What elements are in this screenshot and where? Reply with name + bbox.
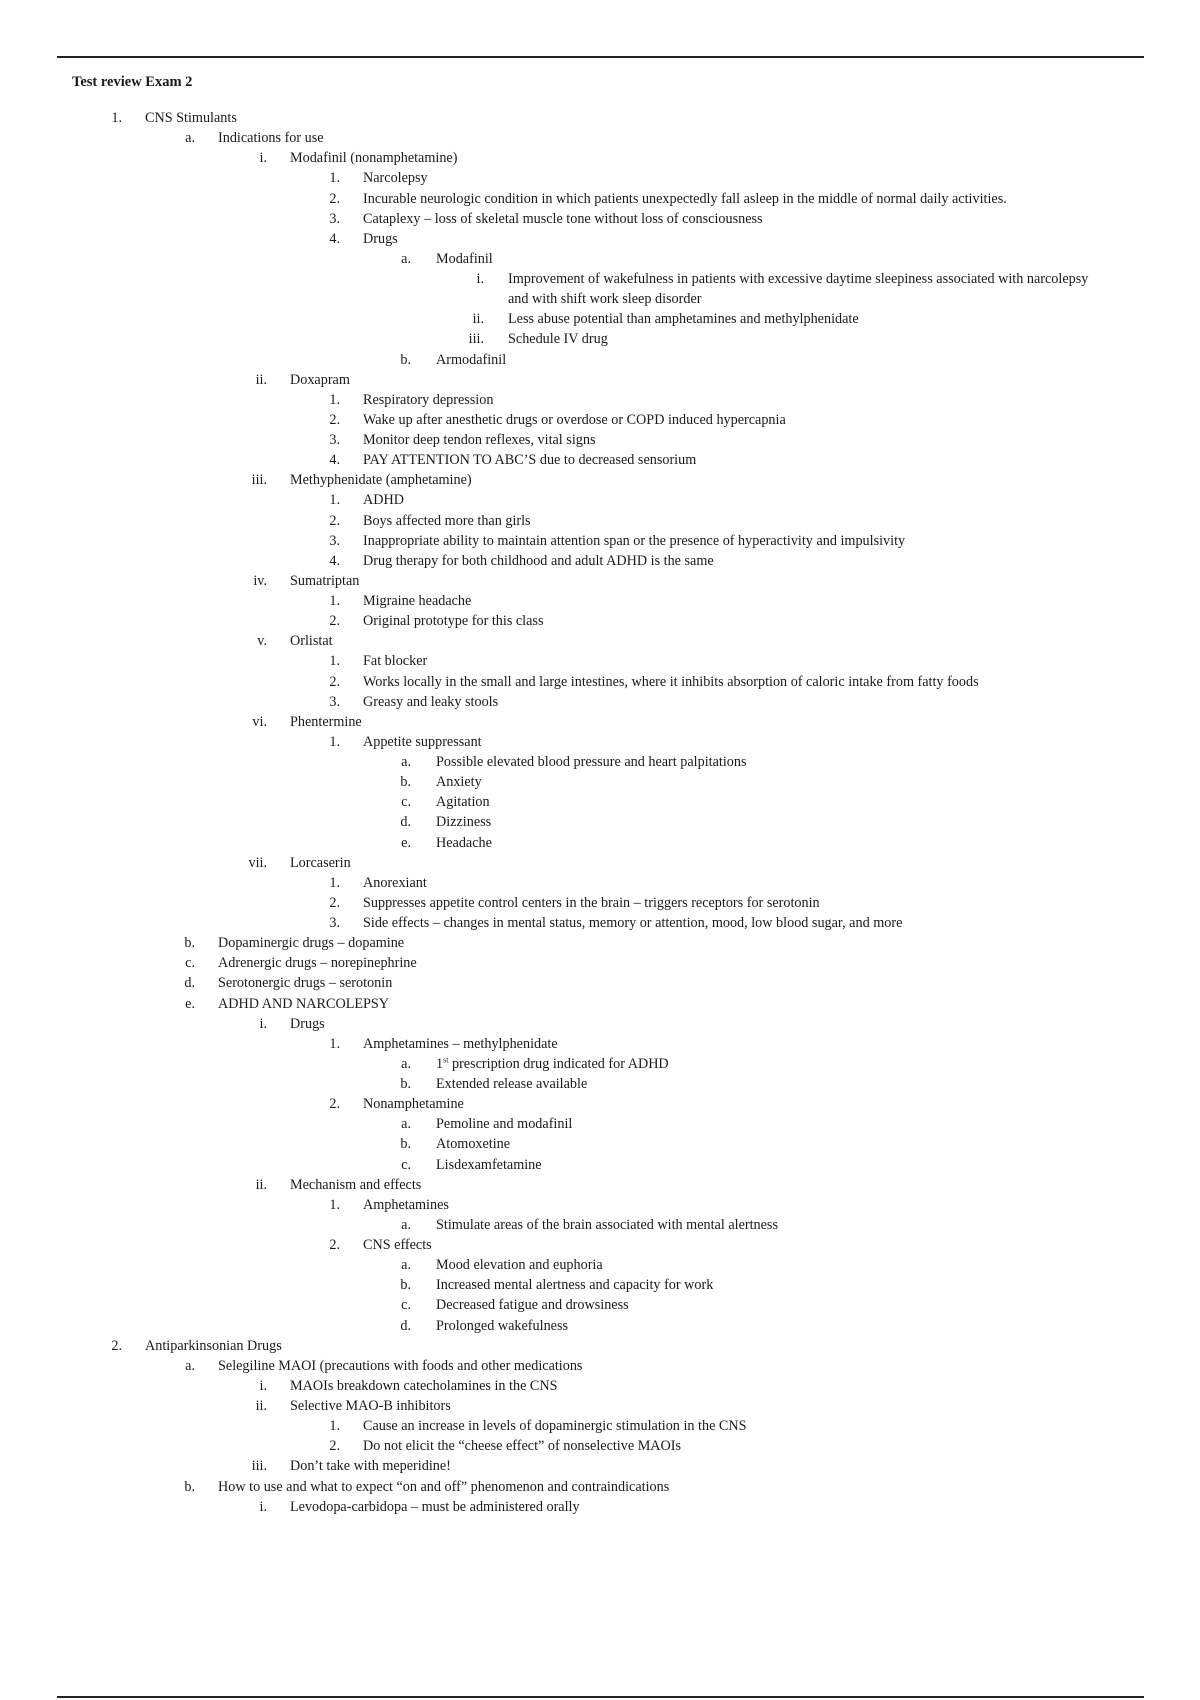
ordinal-suffix: st xyxy=(443,1055,449,1065)
outline-item-text: 1st prescription drug indicated for ADHD xyxy=(436,1055,669,1072)
outline-item xyxy=(0,1396,1200,1416)
outline-item-marker: a. xyxy=(185,1357,195,1374)
outline-item-marker: a. xyxy=(401,1257,411,1274)
outline-item-text: Dopaminergic drugs – dopamine xyxy=(218,935,405,952)
outline-item-text: Mechanism and effects xyxy=(290,1176,422,1193)
outline-item-text: Cause an increase in levels of dopaminergic stimulation in the CNS xyxy=(363,1418,747,1435)
outline-item-text: Antiparkinsonian Drugs xyxy=(145,1337,282,1354)
outline-item-text: MAOIs breakdown catecholamines in the CNS xyxy=(290,1377,558,1394)
outline-item-text: Atomoxetine xyxy=(436,1136,511,1153)
outline-item-marker: i. xyxy=(259,1377,267,1394)
outline-item-text: Methyphenidate (amphetamine) xyxy=(290,472,472,489)
outline-item-text: ADHD AND NARCOLEPSY xyxy=(218,995,390,1012)
outline-item-text: CNS Stimulants xyxy=(145,110,237,126)
outline-item-marker: ii. xyxy=(472,311,484,328)
outline-item-marker: b. xyxy=(184,935,195,952)
outline-item xyxy=(0,1316,1200,1336)
outline-item-text: Modafinil xyxy=(436,250,493,267)
outline-item xyxy=(0,350,1200,370)
outline-item-marker: 2. xyxy=(329,673,340,690)
outline-item xyxy=(0,611,1200,631)
outline-item-text: Side effects – changes in mental status, memory or attention, mood, low blood sugar, and more xyxy=(363,915,903,931)
outline-item-text: Drugs xyxy=(290,1015,325,1032)
outline-item xyxy=(0,913,1200,933)
outline-item-text: Amphetamines xyxy=(363,1196,449,1213)
outline-item-marker: d. xyxy=(400,1317,411,1334)
outline-item xyxy=(0,1054,1200,1074)
outline-item-text: Adrenergic drugs – norepinephrine xyxy=(218,955,417,972)
outline-item xyxy=(0,1255,1200,1275)
outline-item-marker: 2. xyxy=(329,1096,340,1113)
outline-item xyxy=(0,1034,1200,1054)
outline-item xyxy=(0,812,1200,832)
outline-item xyxy=(0,672,1200,692)
outline-item-marker: 1. xyxy=(329,874,340,891)
outline-item xyxy=(0,470,1200,490)
outline-item-text: Headache xyxy=(436,834,492,851)
outline-item-marker: c. xyxy=(401,1297,411,1314)
outline-item-text: Drug therapy for both childhood and adult ADHD is the same xyxy=(363,552,714,569)
outline-item xyxy=(0,1014,1200,1034)
outline-item-text: Serotonergic drugs – serotonin xyxy=(218,975,393,992)
outline-item-marker: 1. xyxy=(111,110,122,126)
outline-item xyxy=(0,933,1200,953)
outline-item-marker: e. xyxy=(185,995,195,1012)
outline-item-marker: 3. xyxy=(329,532,340,549)
outline-item-text: Mood elevation and euphoria xyxy=(436,1257,603,1274)
outline-item-marker: b. xyxy=(400,351,411,368)
outline-item xyxy=(0,1295,1200,1315)
outline-item-text: Narcolepsy xyxy=(363,170,428,187)
outline-item-marker: iv. xyxy=(253,572,267,589)
outline-item-text: How to use and what to expect “on and off” phenomenon and contraindications xyxy=(218,1478,670,1495)
outline-item-marker: iii. xyxy=(251,1458,267,1475)
outline-item xyxy=(0,1074,1200,1094)
outline-item-marker: b. xyxy=(184,1478,195,1495)
outline-item-marker: 1. xyxy=(329,593,340,609)
outline-item-text: Modafinil (nonamphetamine) xyxy=(290,150,458,167)
outline-item-text: Original prototype for this class xyxy=(363,613,544,630)
outline-item-text: CNS effects xyxy=(363,1237,432,1253)
outline-item-marker: a. xyxy=(401,1055,411,1072)
page-top-rule xyxy=(57,56,1144,58)
outline-item-marker: v. xyxy=(257,633,267,650)
outline-item-marker: 1. xyxy=(329,653,340,670)
outline-item xyxy=(0,732,1200,752)
outline-item xyxy=(0,1195,1200,1215)
outline-item-marker: a. xyxy=(401,250,411,267)
outline-item-text: Migraine headache xyxy=(363,593,472,609)
outline-item xyxy=(0,591,1200,611)
document-title: Test review Exam 2 xyxy=(72,74,193,90)
outline-item-marker: 1. xyxy=(329,1035,340,1052)
outline-item xyxy=(0,853,1200,873)
outline-item xyxy=(0,571,1200,591)
outline-item-marker: 3. xyxy=(329,432,340,448)
outline-item-text: Suppresses appetite control centers in the brain – triggers receptors for serotonin xyxy=(363,894,820,911)
outline-item-text: Works locally in the small and large intestines, where it inhibits absorption of caloric intake from fatty foods xyxy=(363,673,979,690)
outline-item-text: Pemoline and modafinil xyxy=(436,1116,573,1133)
outline-item-text: Wake up after anesthetic drugs or overdose or COPD induced hypercapnia xyxy=(363,411,786,428)
outline-item xyxy=(0,1175,1200,1195)
outline-item-marker: a. xyxy=(401,1216,411,1233)
page-bottom-rule xyxy=(57,1696,1144,1698)
outline-item-marker: e. xyxy=(401,834,411,851)
outline-item-marker: d. xyxy=(184,975,195,992)
outline-item xyxy=(0,833,1200,853)
outline-item-text: Possible elevated blood pressure and heart palpitations xyxy=(436,754,747,770)
outline-item-text: Amphetamines – methylphenidate xyxy=(363,1035,558,1052)
outline-item-marker: b. xyxy=(400,774,411,791)
outline-item-marker: a. xyxy=(401,1116,411,1133)
outline-item-text: Indications for use xyxy=(218,130,324,147)
outline-item xyxy=(0,1275,1200,1295)
outline-item-text: Stimulate areas of the brain associated with mental alertness xyxy=(436,1216,778,1233)
outline-item xyxy=(0,692,1200,712)
outline-item xyxy=(0,189,1200,209)
outline-item-text: Respiratory depression xyxy=(363,391,494,408)
outline-item xyxy=(0,1235,1200,1255)
outline-item-text: Selective MAO-B inhibitors xyxy=(290,1398,451,1414)
outline-item-text: Increased mental alertness and capacity for work xyxy=(436,1277,714,1294)
outline-item-marker: 4. xyxy=(329,452,340,469)
outline-item-text: Cataplexy – loss of skeletal muscle tone without loss of consciousness xyxy=(363,210,763,227)
outline-item-text: Do not elicit the “cheese effect” of nonselective MAOIs xyxy=(363,1438,682,1455)
outline-item-marker: a. xyxy=(401,754,411,770)
outline-item-marker: vi. xyxy=(252,713,267,730)
outline-item xyxy=(0,1477,1200,1497)
outline-item xyxy=(0,229,1200,249)
outline-item-marker: 1. xyxy=(329,1418,340,1435)
outline-item-text: Decreased fatigue and drowsiness xyxy=(436,1297,629,1314)
outline-item-text: Drugs xyxy=(363,230,398,247)
outline-item xyxy=(0,309,1200,329)
outline-item-text: Levodopa-carbidopa – must be administered orally xyxy=(290,1498,580,1515)
outline-item-marker: c. xyxy=(185,955,195,972)
outline-item-text: Monitor deep tendon reflexes, vital signs xyxy=(363,432,596,448)
outline-item-marker: 2. xyxy=(329,613,340,630)
outline-item-marker: i. xyxy=(259,1015,267,1032)
outline-item xyxy=(0,712,1200,732)
outline-item-marker: iii. xyxy=(468,331,484,348)
outline-item-marker: i. xyxy=(259,1498,267,1515)
outline-item-marker: b. xyxy=(400,1277,411,1294)
outline-item xyxy=(0,1356,1200,1376)
outline-item-marker: 2. xyxy=(329,512,340,529)
outline-item-marker: 2. xyxy=(329,1438,340,1455)
outline-item xyxy=(0,1094,1200,1114)
outline-item xyxy=(0,168,1200,188)
outline-item xyxy=(0,772,1200,792)
outline-item xyxy=(0,128,1200,148)
outline-item xyxy=(0,631,1200,651)
outline-item-text: Anorexiant xyxy=(363,874,427,891)
outline-item-marker: ii. xyxy=(255,1398,267,1414)
outline-item-text: Nonamphetamine xyxy=(363,1096,464,1113)
outline-item-marker: 1. xyxy=(329,170,340,187)
outline-item xyxy=(0,108,1200,128)
outline-item xyxy=(0,269,1200,309)
outline-item xyxy=(0,994,1200,1014)
outline-item-marker: 4. xyxy=(329,230,340,247)
outline-item-text: Anxiety xyxy=(436,774,482,791)
outline-item-text: Orlistat xyxy=(290,633,333,650)
outline-item xyxy=(0,752,1200,772)
outline-item-text: Agitation xyxy=(436,794,490,811)
outline-item-text: Less abuse potential than amphetamines and methylphenidate xyxy=(508,311,859,328)
outline-item xyxy=(0,1376,1200,1396)
outline-item-text: Phentermine xyxy=(290,713,362,730)
outline-item-marker: i. xyxy=(476,271,484,287)
outline-item-marker: 2. xyxy=(329,894,340,911)
outline-item-marker: i. xyxy=(259,150,267,167)
outline-item-text: Appetite suppressant xyxy=(363,733,482,750)
outline-item-text: Selegiline MAOI (precautions with foods and other medications xyxy=(218,1357,583,1374)
outline-item-marker: 2. xyxy=(329,190,340,207)
outline-item-marker: 2. xyxy=(111,1337,122,1354)
outline-item-text: Fat blocker xyxy=(363,653,428,670)
outline-item-marker: 1. xyxy=(329,1196,340,1213)
outline-item-marker: 2. xyxy=(329,411,340,428)
outline-item-text: Prolonged wakefulness xyxy=(436,1317,568,1334)
outline-item-marker: 1. xyxy=(329,492,340,509)
outline-item-text: Extended release available xyxy=(436,1076,588,1092)
outline-item-marker: 3. xyxy=(329,693,340,710)
outline-item xyxy=(0,1114,1200,1134)
outline-item xyxy=(0,209,1200,229)
outline-item xyxy=(0,329,1200,349)
outline-item-marker: ii. xyxy=(255,1176,267,1193)
outline-item xyxy=(0,1436,1200,1456)
outline-item-text: Lorcaserin xyxy=(290,854,351,871)
outline-item-marker: 1. xyxy=(329,733,340,750)
outline-item xyxy=(0,651,1200,671)
outline-item xyxy=(0,430,1200,450)
outline-item-marker: b. xyxy=(400,1136,411,1153)
outline-item xyxy=(0,973,1200,993)
outline-item-marker: ii. xyxy=(255,371,267,388)
outline-item xyxy=(0,249,1200,269)
outline-item xyxy=(0,953,1200,973)
outline-item-text: Inappropriate ability to maintain attention span or the presence of hyperactivity and impulsivity xyxy=(363,532,906,549)
outline-item xyxy=(0,551,1200,571)
outline-item-marker: vii. xyxy=(248,854,267,871)
outline-item xyxy=(0,390,1200,410)
outline-item xyxy=(0,873,1200,893)
outline-item-text: Sumatriptan xyxy=(290,572,360,589)
outline-item-marker: 2. xyxy=(329,1237,340,1253)
outline-item-text: Incurable neurologic condition in which patients unexpectedly fall asleep in the middle of normal daily activities. xyxy=(363,190,1007,207)
outline-item-text: Lisdexamfetamine xyxy=(436,1156,542,1173)
outline-item-marker: b. xyxy=(400,1076,411,1092)
outline-item-marker: iii. xyxy=(251,472,267,489)
outline-item-marker: d. xyxy=(400,814,411,831)
outline-item xyxy=(0,1134,1200,1154)
outline-item-text: ADHD xyxy=(363,492,404,509)
outline-item xyxy=(0,490,1200,510)
outline-item-marker: 3. xyxy=(329,915,340,931)
outline-item-marker: 3. xyxy=(329,210,340,227)
outline-item xyxy=(0,1497,1200,1517)
outline-item xyxy=(0,511,1200,531)
outline-item xyxy=(0,370,1200,390)
outline-item-marker: 4. xyxy=(329,552,340,569)
outline-item-marker: c. xyxy=(401,1156,411,1173)
outline-item xyxy=(0,1416,1200,1436)
outline-item-text: Dizziness xyxy=(436,814,492,831)
outline-item xyxy=(0,148,1200,168)
outline-item-text: Doxapram xyxy=(290,371,350,388)
outline-item xyxy=(0,1336,1200,1356)
outline-item-text: Don’t take with meperidine! xyxy=(290,1458,451,1475)
outline-item xyxy=(0,1155,1200,1175)
outline-item-text: Improvement of wakefulness in patients with excessive daytime sleepiness associated with narcolepsy and with shift work sleep disorder xyxy=(508,271,1089,308)
outline-item xyxy=(0,893,1200,913)
outline-item-text: Boys affected more than girls xyxy=(363,512,531,529)
outline-list xyxy=(0,108,1200,1517)
outline-item xyxy=(0,410,1200,430)
outline-item xyxy=(0,531,1200,551)
outline-item xyxy=(0,792,1200,812)
outline-item-marker: c. xyxy=(401,794,411,811)
outline-item-text: Armodafinil xyxy=(436,351,507,368)
outline-item-marker: a. xyxy=(185,130,195,147)
outline-item xyxy=(0,1456,1200,1476)
outline-item-text: Greasy and leaky stools xyxy=(363,693,499,710)
outline-item-text: PAY ATTENTION TO ABC’S due to decreased sensorium xyxy=(363,452,697,469)
outline-item-marker: 1. xyxy=(329,391,340,408)
outline-item xyxy=(0,450,1200,470)
outline-item-text: Schedule IV drug xyxy=(508,331,608,348)
outline-item xyxy=(0,1215,1200,1235)
